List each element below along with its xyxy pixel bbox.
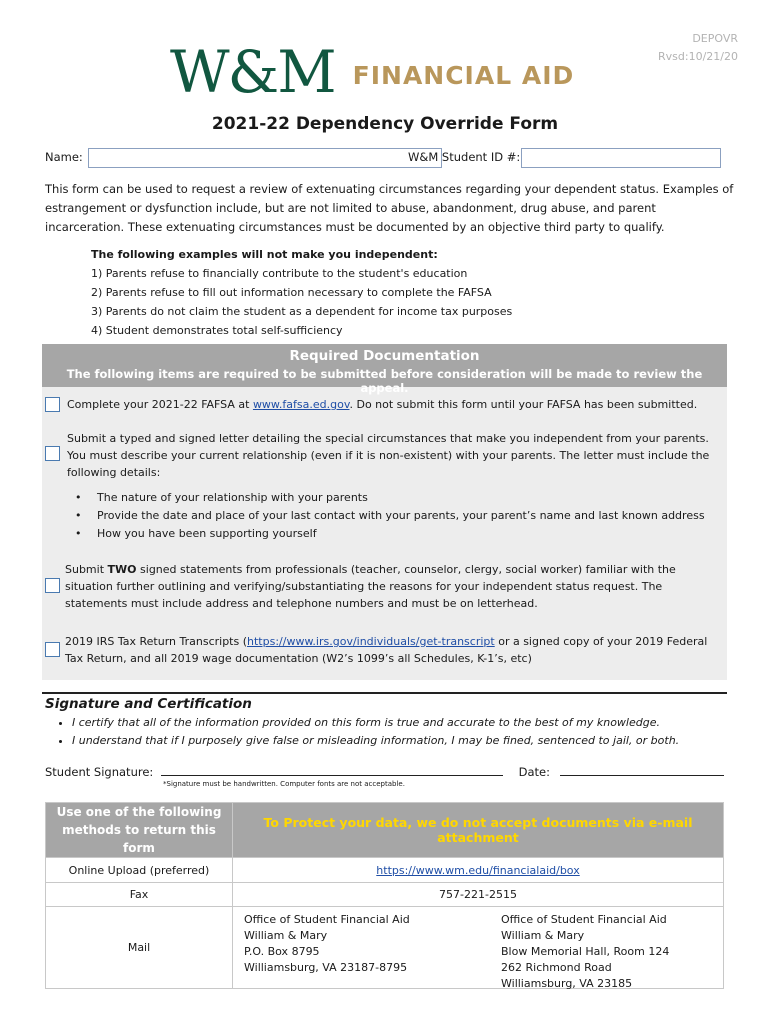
intro-paragraph: This form can be used to request a review of extenuating circumstances regarding your dependent status. Examples of estrangement or dysfunction include, but are not limited to abuse, abandonment, drug abuse, and parent incarceration. These extenuating circumstances must be documented by an objective third party to qualify. bbox=[45, 182, 734, 234]
address-line: P.O. Box 8795 bbox=[244, 945, 320, 958]
table-row bbox=[46, 858, 724, 883]
signature-title: Signature and Certification bbox=[45, 696, 252, 712]
form-title: 2021-22 Dependency Override Form bbox=[211, 114, 559, 134]
fafsa-requirement bbox=[67, 396, 717, 413]
example-item: 3) Parents do not claim the student as a dependent for income tax purposes bbox=[91, 305, 513, 318]
date-label: Date: bbox=[518, 765, 550, 779]
fax-label: Fax bbox=[46, 883, 233, 907]
name-label: Name: bbox=[45, 150, 83, 164]
required-documentation-title: Required Documentation bbox=[289, 348, 480, 364]
table-row bbox=[46, 883, 724, 907]
letter-details-list bbox=[67, 489, 712, 543]
mailing-address-po-box bbox=[244, 912, 410, 976]
address-line: Williamsburg, VA 23187-8795 bbox=[244, 961, 408, 974]
required-documentation-panel bbox=[42, 344, 727, 680]
letter-detail-item: • How you have been supporting yourself bbox=[67, 525, 712, 543]
mail-label: Mail bbox=[46, 907, 233, 989]
table-row bbox=[46, 907, 724, 989]
student-id-label: W&M Student ID #: bbox=[408, 150, 521, 164]
examples-heading: The following examples will not make you independent: bbox=[91, 248, 438, 261]
address-line: Williamsburg, VA 23185 bbox=[501, 977, 633, 990]
return-methods-table bbox=[45, 802, 724, 989]
student-id-field[interactable] bbox=[521, 148, 721, 168]
fafsa-link[interactable]: www.fafsa.ed.gov bbox=[252, 398, 350, 411]
logo-financial-aid: FINANCIAL AID bbox=[352, 61, 575, 90]
letter-detail-item: • The nature of your relationship with your parents bbox=[67, 489, 712, 507]
student-signature-field[interactable] bbox=[161, 764, 503, 776]
signature-divider bbox=[42, 692, 727, 694]
fafsa-text-pre: Complete your 2021-22 FAFSA at bbox=[67, 398, 253, 411]
example-item: 4) Student demonstrates total self-sufficiency bbox=[91, 324, 343, 337]
address-line: Office of Student Financial Aid bbox=[244, 913, 410, 926]
certification-item: • I certify that all of the information provided on this form is true and accurate to the best of my knowledge. bbox=[72, 714, 732, 732]
letter-text: Submit a typed and signed letter detailing the special circumstances that make you independent from your parents. You must describe your current relationship (even if it is non-existent) with your parents. The letter must include the following details: bbox=[67, 432, 710, 479]
statements-requirement bbox=[65, 561, 715, 612]
form-code bbox=[658, 30, 738, 66]
address-line: William & Mary bbox=[244, 929, 328, 942]
signature-note: *Signature must be handwritten. Computer fonts are not acceptable. bbox=[163, 780, 405, 788]
required-documentation-subtitle: The following items are required to be submitted before consideration will be made to review the appeal. bbox=[66, 367, 703, 395]
upload-link[interactable]: https://www.wm.edu/financialaid/box bbox=[376, 863, 580, 877]
required-documentation-header bbox=[42, 344, 727, 395]
address-line: William & Mary bbox=[501, 929, 585, 942]
online-value bbox=[233, 858, 724, 883]
return-header-row bbox=[46, 803, 724, 858]
revision-date: Rvsd:10/21/20 bbox=[658, 50, 738, 63]
date-field[interactable] bbox=[560, 764, 724, 776]
name-field[interactable] bbox=[88, 148, 442, 168]
letter-detail-item: • Provide the date and place of your last contact with your parents, your parent’s name and last known address bbox=[67, 507, 712, 525]
mailing-address-street bbox=[501, 912, 669, 992]
tax-text-pre: 2019 IRS Tax Return Transcripts ( bbox=[65, 635, 248, 648]
fafsa-text-post: . Do not submit this form until your FAFSA has been submitted. bbox=[349, 398, 698, 411]
address-line: Office of Student Financial Aid bbox=[501, 913, 667, 926]
return-header-left: Use one of the following methods to return this form bbox=[46, 803, 233, 858]
tax-return-checkbox[interactable] bbox=[45, 642, 60, 657]
letter-checkbox[interactable] bbox=[45, 446, 60, 461]
example-item: 1) Parents refuse to financially contribute to the student's education bbox=[91, 267, 468, 280]
wm-logo bbox=[170, 38, 575, 106]
certification-list bbox=[72, 714, 732, 750]
tax-return-requirement bbox=[65, 633, 715, 667]
non-qualifying-examples bbox=[91, 245, 711, 340]
address-line: 262 Richmond Road bbox=[501, 961, 612, 974]
online-label: Online Upload (preferred) bbox=[46, 858, 233, 883]
statements-text-post: signed statements from professionals (teacher, counselor, clergy, social worker) familiar with the situation further outlining and verifying/substantiating the reasons for your independent status request. The statements must include address and telephone numbers and must be on letterhead. bbox=[65, 563, 676, 610]
address-line: Blow Memorial Hall, Room 124 bbox=[501, 945, 670, 958]
mail-addresses bbox=[233, 907, 724, 989]
statements-text-bold: TWO bbox=[107, 563, 137, 576]
tax-text-post: or a signed copy of your 2019 Federal Tax Return, and all 2019 wage documentation (W2’s 1099’s all Schedules, K-1’s, etc) bbox=[65, 635, 708, 665]
logo-wordmark: W&M bbox=[170, 38, 335, 106]
irs-transcript-link[interactable]: https://www.irs.gov/individuals/get-transcript bbox=[247, 635, 495, 648]
letter-requirement bbox=[67, 430, 712, 543]
certification-item: • I understand that if I purposely give false or misleading information, I may be fined, sentenced to jail, or both. bbox=[72, 732, 732, 750]
fax-value: 757-221-2515 bbox=[233, 883, 724, 907]
identity-row bbox=[45, 148, 725, 168]
example-item: 2) Parents refuse to fill out information necessary to complete the FAFSA bbox=[91, 286, 492, 299]
signature-line bbox=[45, 764, 725, 779]
form-code-label: DEPOVR bbox=[692, 32, 738, 45]
statements-text-pre: Submit bbox=[65, 563, 108, 576]
fafsa-checkbox[interactable] bbox=[45, 397, 60, 412]
return-header-right: To Protect your data, we do not accept documents via e-mail attachment bbox=[233, 803, 724, 858]
statements-checkbox[interactable] bbox=[45, 578, 60, 593]
student-signature-label: Student Signature: bbox=[45, 765, 154, 779]
